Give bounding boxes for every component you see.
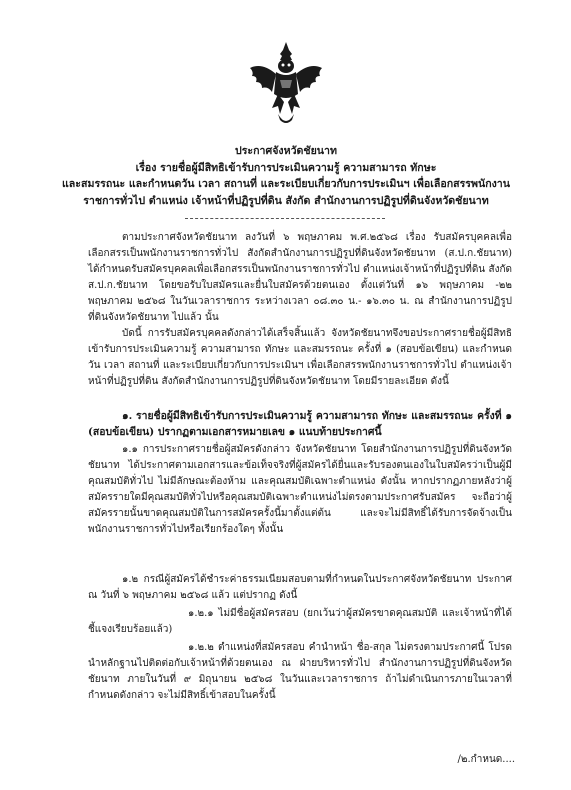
paragraph-1-2-2: ๑.๒.๒ ตำแหน่งที่สมัครสอบ คำนำหน้า ชื่อ-สกุล ไม่ตรงตามประกาศนี้ โปรดนำหลักฐานไปติดต่อกับเจ้าหน้าที่ด้วยตนเอง ณ ฝ่ายบริหารทั่วไป สำนักงานการปฏิรูปที่ดินจังหวัดชัยนาท ภายในวันที่ ๙ มิถุนายน ๒๕๖๘ ในวันและเวลาราชการ ถ้าไม่ดำเนินการภายในเวลาที่กำหนดดังกล่าว จะไม่มีสิทธิ์เข้าสอบในครั้งนี้ bbox=[88, 642, 512, 701]
paragraph-1-2: ๑.๒ กรณีผู้สมัครได้ชำระค่าธรรมเนียมสอบตามที่กำหนดในประกาศจังหวัดชัยนาท ประกาศ ณ วันที่ ๖ พฤษภาคม ๒๕๖๘ แล้ว แต่ปรากฏ ดังนี้ bbox=[88, 574, 512, 601]
paragraph-announcement: บัดนี้ การรับสมัครบุคคลดังกล่าวได้เสร็จสิ้นแล้ว จังหวัดชัยนาทจึงขอประกาศรายชื่อผู้มีสิทธิเข้ารับการประเมินความรู้ ความสามารถ ทักษะ และสมรรถนะ ครั้งที่ ๑ (สอบข้อเขียน) และกำหนดวัน เวลา สถานที่ และระเบียบเกี่ยวกับการประเมินฯ เพื่อเลือกสรรพนักงานราชการทั่วไป ตำแหน่งเจ้าหน้าที่ปฏิรูปที่ดิน สังกัดสำนักงานการปฏิรูปที่ดินจังหวัดชัยนาท โดยมีรายละเอียด ดังนี้ bbox=[88, 328, 512, 387]
paragraph-1-1: ๑.๑ การประกาศรายชื่อผู้สมัครดังกล่าว จังหวัดชัยนาท โดยสำนักงานการปฏิรูปที่ดินจังหวัดชัยนาท ได้ประกาศตามเอกสารและข้อเท็จจริงที่ผู้สมัครได้ยื่นและรับรองตนเองในใบสมัครว่าเป็นผู้มีคุณสมบัติทั่วไป ไม่มีลักษณะต้องห้าม และคุณสมบัติเฉพาะตำแหน่ง ดังนั้น หากปรากฏภายหลังว่าผู้สมัครรายใดมีคุณสมบัติทั่วไปหรือคุณสมบัติเฉพาะตำแหน่งไม่ตรงตามประกาศรับสมัคร จะถือว่าผู้สมัครรายนั้นขาดคุณสมบัติในการสมัครครั้งนี้มาตั้งแต่ต้น และจะไม่มีสิทธิ์ได้รับการจัดจ้างเป็นพนักงานราชการทั่วไปหรือเรียกร้องใดๆ ทั้งนั้น bbox=[88, 444, 512, 535]
section-1-heading: ๑. รายชื่อผู้มีสิทธิเข้ารับการประเมินความรู้ ความสามารถ ทักษะ และสมรรถนะ ครั้งที่ ๑ (สอบข้อเขียน) ปรากฏตามเอกสารหมายเลข ๑ แนบท้ายประกาศนี้ bbox=[88, 410, 512, 438]
divider bbox=[185, 218, 385, 219]
continuation-marker: /๒.กำหนด.... bbox=[457, 754, 515, 765]
header-subject-line3: ราชการทั่วไป ตำแหน่ง เจ้าหน้าที่ปฏิรูปที่ดิน สังกัด สำนักงานการปฏิรูปที่ดินจังหวัดชัยนาท bbox=[83, 194, 489, 207]
paragraph-background: ตามประกาศจังหวัดชัยนาท ลงวันที่ ๖ พฤษภาคม พ.ศ.๒๕๖๘ เรื่อง รับสมัครบุคคลเพื่อเลือกสรรเป็นพนักงานราชการทั่วไป สังกัดสำนักงานการปฏิรูปที่ดินจังหวัดชัยนาท (ส.ป.ก.ชัยนาท) ได้กำหนดรับสมัครบุคคลเพื่อเลือกสรรเป็นพนักงานราชการทั่วไป ตำแหน่งเจ้าหน้าที่ปฏิรูปที่ดิน สังกัด ส.ป.ก.ชัยนาท โดยขอรับใบสมัครและยื่นใบสมัครด้วยตนเอง ตั้งแต่วันที่ ๑๖ พฤษภาคม -๒๒ พฤษภาคม ๒๕๖๘ ในวันเวลาราชการ ระหว่างเวลา ๐๘.๓๐ น.- ๑๖.๓๐ น. ณ สำนักงานการปฏิรูปที่ดินจังหวัดชัยนาท ไปแล้ว นั้น bbox=[88, 232, 512, 323]
announcement-header bbox=[60, 143, 512, 209]
paragraph-1-2-1: ๑.๒.๑ ไม่มีชื่อผู้สมัครสอบ (ยกเว้นว่าผู้สมัครขาดคุณสมบัติ และเจ้าหน้าที่ได้ชี้แจงเรียบร้อยแล้ว) bbox=[88, 608, 512, 635]
garuda-emblem-icon bbox=[248, 42, 324, 128]
header-subject: เรื่อง รายชื่อผู้มีสิทธิเข้ารับการประเมินความรู้ ความสามารถ ทักษะ bbox=[135, 161, 437, 174]
header-issuer: ประกาศจังหวัดชัยนาท bbox=[235, 145, 337, 157]
header-subject-line2: และสมรรถนะ และกำหนดวัน เวลา สถานที่ และระเบียบเกี่ยวกับการประเมินฯ เพื่อเลือกสรรพนักงาน bbox=[61, 178, 510, 190]
